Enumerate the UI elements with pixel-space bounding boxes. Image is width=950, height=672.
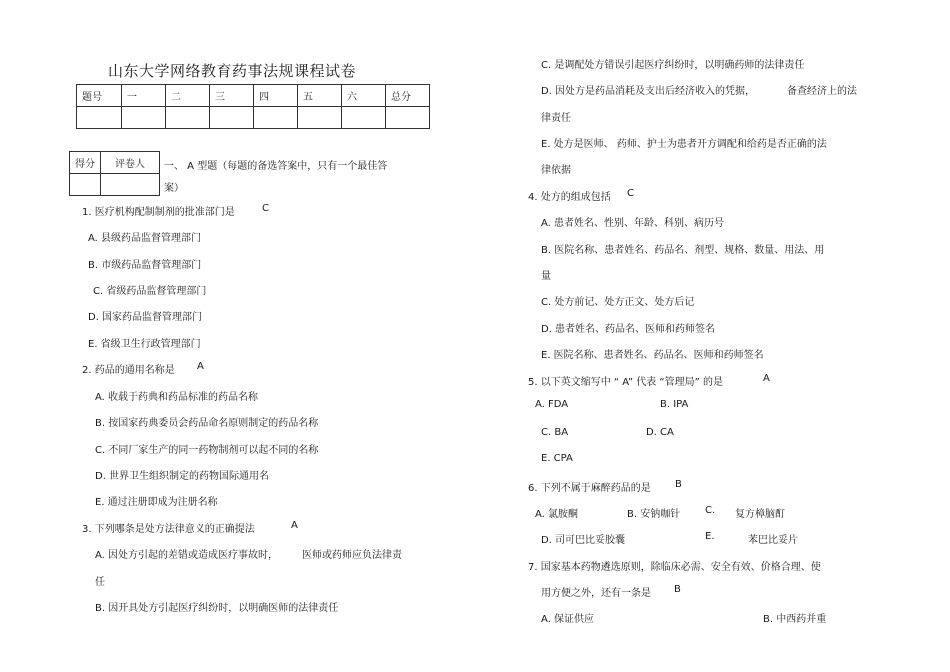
option-line: C. BA D. CA [541, 427, 674, 438]
option-line: D. 司可巴比妥胶囊 E. 苯巴比妥片 [541, 531, 798, 546]
option-line: B. 市级药品监督管理部门 [88, 260, 202, 271]
option-line: A. FDA B. IPA [535, 399, 689, 410]
answer-key: A [291, 520, 298, 531]
score-header-cell: 三 [210, 85, 254, 107]
answer-key: A [197, 361, 204, 372]
answer-key: A [763, 373, 770, 384]
section-heading: 一、 A 型题（每题的备选答案中，只有一个最佳答 [164, 161, 388, 172]
score-label: 得分 [70, 152, 101, 174]
score-header-cell: 二 [166, 85, 210, 107]
option-line: C. 是调配处方错误引起医疗纠纷时，以明确药师的法律责任 [541, 60, 805, 71]
option-line: C. 省级药品监督管理部门 [93, 286, 207, 297]
score-header-cell: 一 [122, 85, 166, 107]
score-cell [298, 107, 342, 129]
option-line: D. 世界卫生组织制定的药物国际通用名 [95, 471, 270, 482]
answer-key: C [262, 203, 269, 214]
option-line-cont: 律依据 [541, 165, 571, 176]
question-6: 6. 下列不属于麻醉药品的是 B [528, 479, 682, 494]
option-line: A. 因处方引起的差错或造成医疗事故时， 医师或药师应负法律责 [95, 550, 402, 561]
score-cell [122, 107, 166, 129]
section-heading-cont: 案） [164, 183, 184, 194]
question-5: 5. 以下英文缩写中 “ A” 代表 “管理局” 的是 A [528, 373, 770, 388]
score-table-blank-row [77, 107, 430, 129]
option-line: A. 患者姓名、性别、年龄、科别、病历号 [541, 218, 725, 229]
score-cell [77, 107, 122, 129]
score-blank-cell [70, 174, 101, 196]
option-line: A. 氯胺酮 B. 安钠咖针 C. 复方樟脑酊 [535, 505, 785, 520]
score-header-cell: 四 [254, 85, 298, 107]
option-line: C. 处方前记、处方正文、处方后记 [541, 297, 695, 308]
option-line-cont: 量 [541, 271, 551, 282]
grader-table [69, 151, 160, 196]
option-line: A. 县级药品监督管理部门 [88, 233, 202, 244]
question-7-cont: 用方便之外，还有一条是 B [541, 584, 681, 599]
score-header-cell: 六 [342, 85, 386, 107]
score-header-cell: 五 [298, 85, 342, 107]
grader-blank-cell [101, 174, 160, 196]
option-line: E. 处方是医师、 药师、护士为患者开方调配和给药是否正确的法 [541, 139, 827, 150]
option-line: D. 因处方是药品消耗及支出后经济收入的凭据， 备查经济上的法 [541, 86, 857, 97]
option-line: E. 省级卫生行政管理部门 [88, 339, 201, 350]
option-line: A. 收载于药典和药品标准的药品名称 [95, 392, 259, 403]
option-line: B. 医院名称、患者姓名、药品名、剂型、规格、数量、用法、用 [541, 245, 825, 256]
option-line: E. CPA [541, 453, 573, 464]
score-table [76, 84, 430, 129]
score-header-cell: 题号 [77, 85, 122, 107]
question-3: 3. 下列哪条是处方法律意义的正确提法 A [82, 520, 298, 535]
option-line: E. 医院名称、患者姓名、药品名、医师和药师签名 [541, 350, 764, 361]
option-line: E. 通过注册即成为注册名称 [95, 497, 218, 508]
option-line: B. 按国家药典委员会药品命名原则制定的药品名称 [95, 418, 319, 429]
score-cell [254, 107, 298, 129]
score-cell [386, 107, 430, 129]
answer-key: C [627, 188, 634, 199]
option-line-cont: 任 [95, 577, 105, 588]
answer-key: B [674, 584, 681, 595]
score-header-cell: 总分 [386, 85, 430, 107]
answer-key: B [675, 479, 682, 490]
option-line: B. 因开具处方引起医疗纠纷时，以明确医师的法律责任 [95, 603, 339, 614]
question-2: 2. 药品的通用名称是 A [82, 361, 204, 376]
option-line: D. 国家药品监督管理部门 [88, 312, 203, 323]
option-line: D. 患者姓名、药品名、医师和药师签名 [541, 324, 716, 335]
question-4: 4. 处方的组成包括 C [528, 188, 634, 203]
grader-label: 评卷人 [101, 152, 160, 174]
question-7: 7. 国家基本药物遴选原则，除临床必需、安全有效、价格合理、使 [528, 562, 821, 573]
score-cell [210, 107, 254, 129]
score-table-header-row [77, 85, 430, 107]
score-cell [166, 107, 210, 129]
question-1: 1. 医疗机构配制制剂的批准部门是 C [82, 203, 269, 218]
option-line: C. 不同厂家生产的同一药物制剂可以起不同的名称 [95, 445, 319, 456]
score-cell [342, 107, 386, 129]
option-line-cont: 律责任 [541, 113, 571, 124]
option-line: A. 保证供应 B. 中西药并重 [541, 614, 827, 625]
exam-title: 山东大学网络教育药事法规课程试卷 [108, 62, 357, 80]
